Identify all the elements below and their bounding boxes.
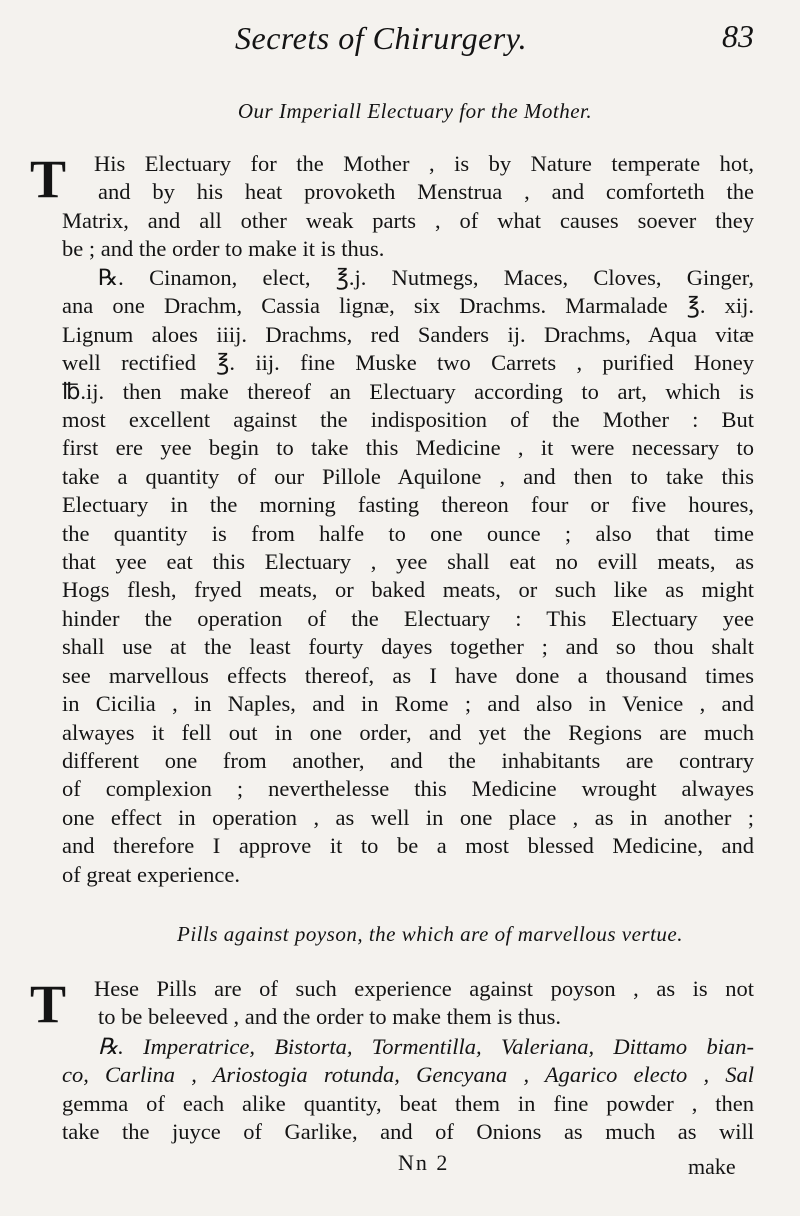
- text-line: T His Electuary for the Mother , is by Nature temperate hot,: [30, 149, 754, 209]
- text-line: Lignum aloes iiij. Drachms, red Sanders ij. Drachms, Aqua vitæ: [62, 321, 754, 347]
- text-line: take a quantity of our Pillole Aquilone , and then to take this: [62, 463, 754, 489]
- page-footer: [0, 1150, 800, 1182]
- page-number: 83: [722, 18, 754, 54]
- section-title-pills: Pills against poyson, the which are of marvellous vertue.: [177, 922, 683, 946]
- paragraph-electuary-intro: [30, 149, 754, 264]
- text-line: ℔.ij. then make thereof an Electuary according to art, which is: [62, 378, 754, 404]
- text-line: to be beleeved , and the order to make them is thus.: [98, 1004, 561, 1030]
- paragraph-pills-recipe: [62, 1033, 754, 1147]
- text-line: Matrix, and all other weak parts , of what causes soever they: [62, 207, 754, 233]
- text-line: Hogs flesh, fryed meats, or baked meats, or such like as might: [62, 577, 754, 603]
- text-line: co, Carlina , Ariostogia rotunda, Gencyana , Agarico electo , Sal: [62, 1062, 754, 1088]
- text-line: of complexion ; neverthelesse this Medicine wrought alwayes: [62, 776, 754, 802]
- text-line: take the juyce of Garlike, and of Onions as much as will: [62, 1119, 754, 1145]
- drop-cap: T: [30, 149, 67, 209]
- text-line: gemma of each alike quantity, beat them in fine powder , then: [62, 1090, 754, 1116]
- page-header: [0, 14, 800, 64]
- text-line: ℞. Cinamon, elect, ℥.j. Nutmegs, Maces, Cloves, Ginger,: [98, 265, 754, 290]
- text-line: most excellent against the indisposition of the Mother : But: [62, 407, 754, 433]
- text-line: different one from another, and the inhabitants are contrary: [62, 747, 754, 773]
- paragraph-pills-intro: [30, 974, 754, 1034]
- section-title-electuary: Our Imperiall Electuary for the Mother.: [237, 99, 593, 123]
- drop-cap: T: [30, 974, 67, 1034]
- text-line: in Cicilia , in Naples, and in Rome ; and also in Venice , and: [62, 691, 754, 717]
- text-line: be ; and the order to make it is thus.: [62, 236, 385, 262]
- text-line: Electuary in the morning fasting thereon four or five houres,: [62, 492, 754, 518]
- text-line: of great experience.: [62, 861, 241, 887]
- text-line: see marvellous effects thereof, as I have done a thousand times: [62, 662, 754, 688]
- signature-mark: Nn 2: [398, 1150, 450, 1175]
- text-line: hinder the operation of the Electuary : This Electuary yee: [62, 605, 754, 631]
- text-line: ana one Drachm, Cassia lignæ, six Drachms. Marmalade ℥. xij.: [62, 293, 754, 319]
- text-line: shall use at the least fourty dayes together ; and so thou shalt: [62, 634, 754, 660]
- text-line: first ere yee begin to take this Medicine , it were necessary to: [62, 435, 754, 461]
- paragraph-electuary-recipe: [62, 264, 754, 889]
- text-line: and therefore I approve it to be a most blessed Medicine, and: [62, 833, 754, 859]
- text-line: that yee eat this Electuary , yee shall eat no evill meats, as: [62, 549, 754, 575]
- text-line: well rectified ℥. iij. fine Muske two Carrets , purified Honey: [62, 350, 754, 376]
- text-line: alwayes it fell out in one order, and yet the Regions are much: [62, 719, 754, 745]
- text-line: T Hese Pills are of such experience against poyson , as is not: [30, 974, 754, 1034]
- text-line: the quantity is from halfe to one ounce ; also that time: [62, 520, 754, 546]
- text-line: one effect in operation , as well in one place , as in another ;: [62, 804, 754, 830]
- text-line: ℞. Imperatrice, Bistorta, Tormentilla, Valeriana, Dittamo bian-: [98, 1034, 754, 1059]
- catchword: make: [688, 1154, 736, 1179]
- text-line: and by his heat provoketh Menstrua , and comforteth the: [98, 179, 754, 205]
- running-head: Secrets of Chirurgery.: [235, 20, 528, 56]
